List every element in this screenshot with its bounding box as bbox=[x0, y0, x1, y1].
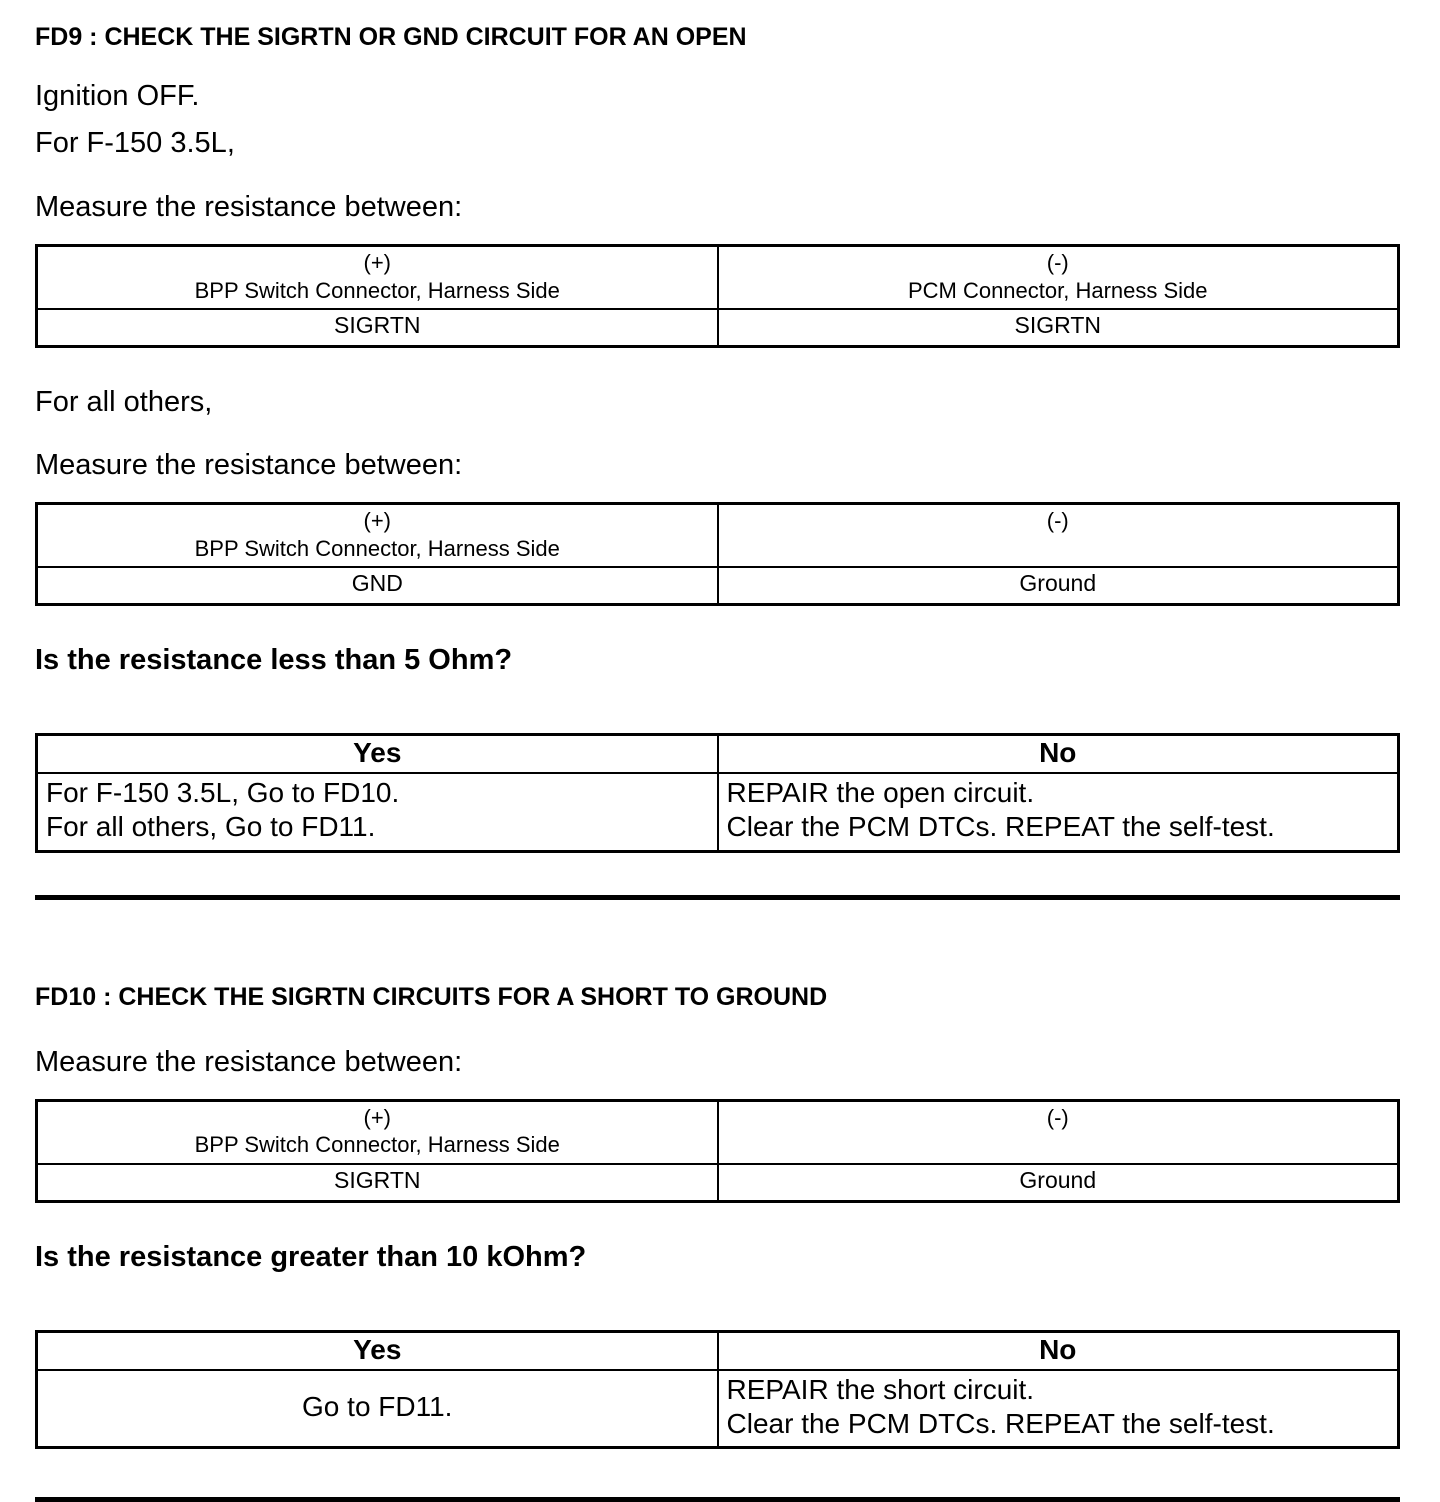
no-action-line: REPAIR the open circuit. bbox=[726, 777, 1035, 809]
minus-connector-label: PCM Connector, Harness Side bbox=[907, 277, 1208, 303]
yes-header: Yes bbox=[37, 1331, 718, 1370]
no-action-line: Clear the PCM DTCs. REPEAT the self-test. bbox=[726, 811, 1275, 843]
section-divider bbox=[35, 895, 1400, 900]
no-action-cell bbox=[718, 773, 1399, 851]
section-fd10 bbox=[35, 982, 1400, 1502]
yes-action-line: For F-150 3.5L, Go to FD10. bbox=[46, 777, 400, 809]
table-header-row bbox=[37, 246, 1399, 310]
plus-connector-label: BPP Switch Connector, Harness Side bbox=[194, 1132, 560, 1158]
fd9-question: Is the resistance less than 5 Ohm? bbox=[35, 643, 513, 676]
decision-header-row bbox=[37, 1331, 1399, 1370]
minus-sign: (-) bbox=[1046, 250, 1069, 276]
fd9-measure-line-1: Measure the resistance between: bbox=[35, 190, 463, 223]
yes-action-line: For all others, Go to FD11. bbox=[46, 811, 376, 843]
plus-sign: (+) bbox=[363, 250, 391, 276]
fd9-measure-line-2: Measure the resistance between: bbox=[35, 448, 463, 481]
table-value-row bbox=[37, 309, 1399, 346]
yes-header: Yes bbox=[37, 735, 718, 774]
fd9-decision-table bbox=[35, 733, 1400, 852]
plus-pin-value: SIGRTN bbox=[37, 1164, 718, 1201]
decision-body-row bbox=[37, 1370, 1399, 1448]
plus-pin-value: GND bbox=[37, 567, 718, 604]
plus-connector-label: BPP Switch Connector, Harness Side bbox=[194, 277, 560, 303]
minus-header-cell bbox=[718, 246, 1399, 310]
section-fd9 bbox=[35, 22, 1400, 853]
yes-action-cell: Go to FD11. bbox=[37, 1370, 718, 1448]
plus-header-cell bbox=[37, 504, 718, 568]
minus-pin-value: Ground bbox=[718, 567, 1399, 604]
fd10-decision-table bbox=[35, 1330, 1400, 1449]
no-action-line: REPAIR the short circuit. bbox=[726, 1374, 1035, 1406]
plus-header-cell bbox=[37, 1100, 718, 1164]
fd10-measure-line: Measure the resistance between: bbox=[35, 1045, 463, 1078]
table-value-row bbox=[37, 1164, 1399, 1201]
minus-pin-value: SIGRTN bbox=[718, 309, 1399, 346]
no-action-cell bbox=[718, 1370, 1399, 1448]
minus-header-cell bbox=[718, 1100, 1399, 1164]
yes-action-cell bbox=[37, 773, 718, 851]
plus-header-cell bbox=[37, 246, 718, 310]
minus-sign: (-) bbox=[1046, 1104, 1069, 1130]
section-divider bbox=[35, 1497, 1400, 1502]
decision-header-row bbox=[37, 735, 1399, 774]
plus-pin-value: SIGRTN bbox=[37, 309, 718, 346]
minus-pin-value: Ground bbox=[718, 1164, 1399, 1201]
no-header: No bbox=[718, 735, 1399, 774]
table-header-row bbox=[37, 504, 1399, 568]
no-header: No bbox=[718, 1331, 1399, 1370]
fd9-heading: FD9 : CHECK THE SIGRTN OR GND CIRCUIT FOR AN OPEN bbox=[35, 23, 747, 51]
fd10-heading: FD10 : CHECK THE SIGRTN CIRCUITS FOR A SHORT TO GROUND bbox=[35, 982, 828, 1011]
decision-body-row bbox=[37, 773, 1399, 851]
fd10-question: Is the resistance greater than 10 kOhm? bbox=[35, 1240, 587, 1273]
fd9-measurement-table-1 bbox=[35, 244, 1400, 348]
plus-sign: (+) bbox=[363, 508, 391, 534]
fd9-f150-line: For F-150 3.5L, bbox=[35, 127, 235, 160]
fd9-all-others-line: For all others, bbox=[35, 385, 213, 418]
fd10-measurement-table bbox=[35, 1099, 1400, 1203]
fd9-measurement-table-2 bbox=[35, 502, 1400, 606]
fd9-ignition-line: Ignition OFF. bbox=[35, 80, 200, 112]
plus-connector-label: BPP Switch Connector, Harness Side bbox=[194, 535, 560, 561]
minus-sign: (-) bbox=[1046, 508, 1069, 534]
minus-header-cell bbox=[718, 504, 1399, 568]
plus-sign: (+) bbox=[363, 1104, 391, 1130]
table-value-row bbox=[37, 567, 1399, 604]
no-action-line: Clear the PCM DTCs. REPEAT the self-test. bbox=[726, 1407, 1275, 1439]
table-header-row bbox=[37, 1100, 1399, 1164]
